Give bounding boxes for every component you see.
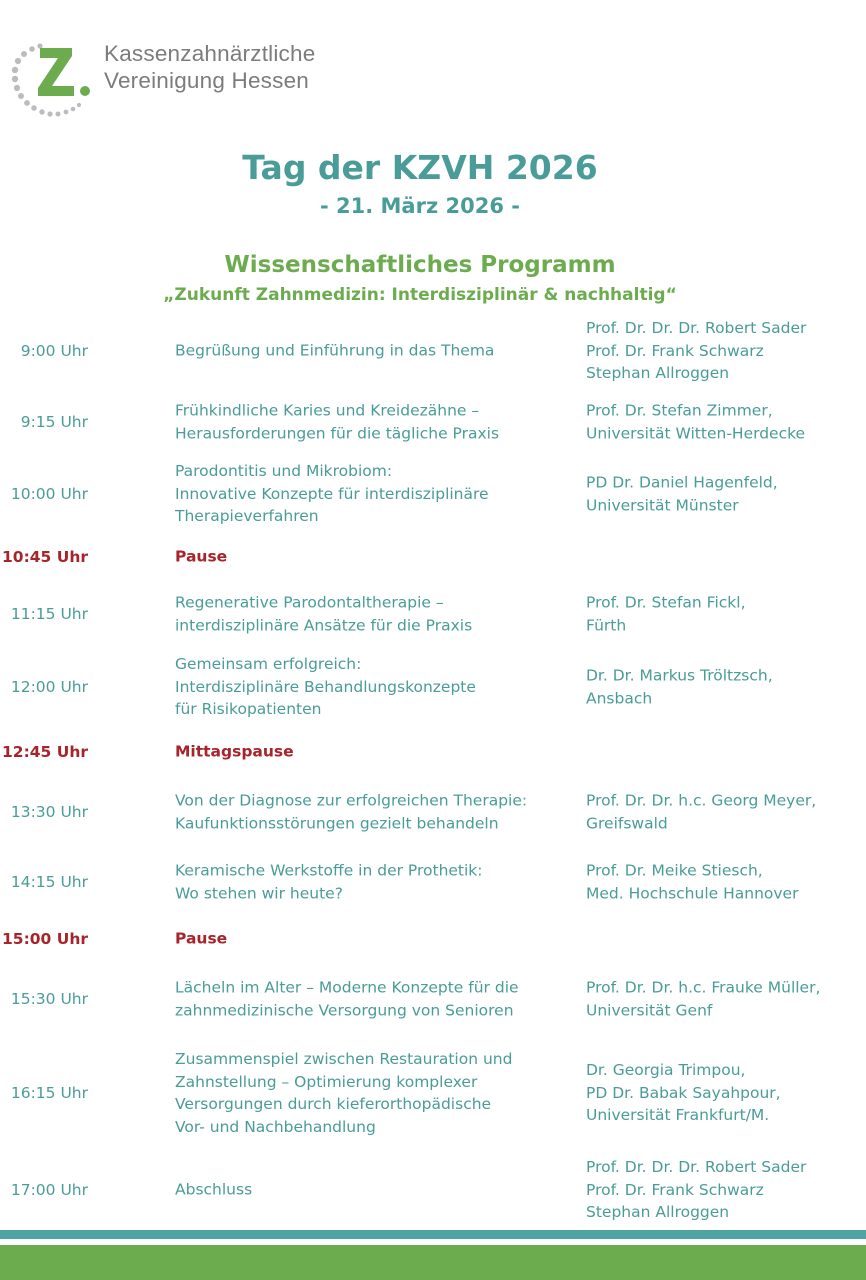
schedule-speaker: [586, 665, 861, 710]
schedule-speaker-line: Fürth: [586, 616, 627, 634]
schedule-topic-line: Innovative Konzepte für interdisziplinäre: [175, 484, 489, 503]
schedule-topic-line: Regenerative Parodontaltherapie –: [175, 593, 444, 612]
schedule-speaker-line: Universität Genf: [586, 1001, 713, 1019]
schedule-speaker: [586, 317, 861, 385]
schedule-break-row: [0, 928, 866, 951]
program-title: Wissenschaftliches Programm: [224, 252, 616, 278]
schedule-speaker-line: Med. Hochschule Hannover: [586, 884, 799, 902]
schedule-speaker-line: Prof. Dr. Frank Schwarz: [586, 341, 764, 360]
schedule-topic-line: Pause: [175, 547, 228, 566]
schedule-topic-line: Von der Diagnose zur erfolgreichen Therapie:: [175, 791, 528, 810]
schedule-time: 15:00 Uhr: [2, 929, 88, 948]
org-line-2: Vereinigung Hessen: [104, 68, 309, 93]
schedule-speaker-line: Stephan Allroggen: [586, 364, 730, 383]
program-motto: „Zukunft Zahnmedizin: Interdisziplinär & nachhaltig“: [163, 285, 677, 305]
schedule-break-row: [0, 546, 866, 569]
schedule-speaker-line: Stephan Allroggen: [586, 1203, 730, 1222]
org-line-1: Kassenzahnärztliche: [104, 41, 316, 66]
schedule-speaker-line: Universität Frankfurt/M.: [586, 1106, 770, 1125]
schedule-topic-line: interdisziplinäre Ansätze für die Praxis: [175, 616, 473, 634]
kzvh-z-logo-icon: [10, 40, 100, 122]
schedule-topic-line: Begrüßung und Einführung in das Thema: [175, 341, 495, 360]
schedule-topic: [175, 653, 570, 721]
organization-name: [104, 40, 315, 94]
schedule-speaker-line: Prof. Dr. Dr. h.c. Georg Meyer,: [586, 791, 817, 810]
schedule-time: 14:15 Uhr: [10, 872, 88, 891]
schedule-speaker: [586, 790, 861, 835]
schedule-speaker-line: Ansbach: [586, 689, 653, 707]
schedule-speaker-line: Prof. Dr. Frank Schwarz: [586, 1180, 764, 1199]
schedule-time: 10:45 Uhr: [2, 547, 88, 566]
schedule-row: [0, 462, 866, 526]
schedule-speaker-line: Dr. Georgia Trimpou,: [586, 1061, 746, 1080]
schedule-row: [0, 401, 866, 442]
schedule-topic-line: zahnmedizinische Versorgung von Senioren: [175, 1001, 514, 1019]
schedule-time: 12:45 Uhr: [2, 742, 88, 761]
schedule-topic: [175, 790, 570, 835]
schedule-time: 13:30 Uhr: [10, 802, 88, 821]
schedule-speaker-line: Prof. Dr. Stefan Zimmer,: [586, 401, 773, 420]
schedule-speaker: [586, 1059, 861, 1127]
schedule-topic-line: Lächeln im Alter – Moderne Konzepte für die: [175, 978, 519, 997]
schedule-speaker: [586, 977, 861, 1022]
schedule-speaker: [586, 860, 861, 905]
schedule-topic: [175, 741, 570, 764]
schedule-topic: [175, 1048, 570, 1138]
schedule-speaker: [586, 472, 861, 517]
schedule-time: 15:30 Uhr: [10, 989, 88, 1008]
schedule-topic-line: Interdisziplinäre Behandlungskonzepte: [175, 677, 476, 696]
schedule-speaker-line: Dr. Dr. Markus Tröltzsch,: [586, 666, 773, 685]
schedule-topic-line: Versorgungen durch kieferorthopädische: [175, 1095, 492, 1113]
schedule-topic: [175, 592, 570, 637]
kzvh-logo: [10, 40, 100, 122]
schedule-speaker-line: PD Dr. Daniel Hagenfeld,: [586, 473, 778, 492]
schedule-speaker: [586, 400, 861, 445]
schedule-topic-line: Vor- und Nachbehandlung: [175, 1117, 376, 1136]
footer-stripe-teal: [0, 1230, 866, 1239]
schedule-row: [0, 1050, 866, 1136]
schedule-speaker: [586, 592, 861, 637]
schedule-time: 9:00 Uhr: [20, 341, 88, 360]
schedule-topic: [175, 460, 570, 528]
schedule-speaker: [586, 1156, 861, 1224]
schedule-row: [0, 978, 866, 1019]
schedule-topic-line: Mittagspause: [175, 742, 294, 761]
schedule-break-row: [0, 741, 866, 764]
schedule-speaker-line: Universität Münster: [586, 496, 739, 514]
schedule-topic: [175, 1179, 570, 1202]
schedule-row: [0, 655, 866, 719]
schedule-time: 11:15 Uhr: [10, 604, 88, 623]
schedule-row: [0, 791, 866, 832]
schedule-topic-line: Parodontitis und Mikrobiom:: [175, 462, 393, 481]
schedule-topic-line: für Risikopatienten: [175, 700, 322, 719]
schedule-topic-line: Abschluss: [175, 1180, 253, 1199]
schedule-row: [0, 319, 866, 383]
footer-stripe-green: [0, 1245, 866, 1280]
schedule-speaker-line: Prof. Dr. Dr. h.c. Frauke Müller,: [586, 978, 821, 997]
schedule-row: [0, 593, 866, 634]
schedule-topic-line: Pause: [175, 929, 228, 948]
schedule-topic: [175, 860, 570, 905]
schedule-topic-line: Frühkindliche Karies und Kreidezähne –: [175, 401, 480, 420]
schedule-time: 12:00 Uhr: [10, 677, 88, 696]
schedule-row: [0, 861, 866, 902]
schedule-row: [0, 1158, 866, 1222]
event-date: - 21. März 2026 -: [320, 194, 520, 218]
schedule-topic: [175, 977, 570, 1022]
schedule-speaker-line: Prof. Dr. Dr. Dr. Robert Sader: [586, 319, 807, 338]
schedule-speaker-line: Prof. Dr. Dr. Dr. Robert Sader: [586, 1158, 807, 1177]
schedule-speaker-line: PD Dr. Babak Sayahpour,: [586, 1083, 781, 1102]
schedule-time: 10:00 Uhr: [10, 484, 88, 503]
schedule-topic: [175, 546, 570, 569]
schedule-topic-line: Zahnstellung – Optimierung komplexer: [175, 1072, 478, 1091]
schedule-time: 16:15 Uhr: [10, 1083, 88, 1102]
schedule-topic: [175, 928, 570, 951]
schedule-time: 17:00 Uhr: [10, 1180, 88, 1199]
schedule-topic: [175, 340, 570, 363]
schedule-topic-line: Keramische Werkstoffe in der Prothetik:: [175, 861, 483, 880]
schedule-speaker-line: Prof. Dr. Meike Stiesch,: [586, 861, 763, 880]
schedule-topic-line: Kaufunktionsstörungen gezielt behandeln: [175, 814, 499, 832]
schedule-topic-line: Zusammenspiel zwischen Restauration und: [175, 1050, 513, 1068]
schedule-topic-line: Herausforderungen für die tägliche Praxis: [175, 424, 500, 442]
schedule-time: 9:15 Uhr: [20, 412, 88, 431]
schedule-speaker-line: Prof. Dr. Stefan Fickl,: [586, 593, 746, 612]
schedule-speaker-line: Greifswald: [586, 814, 668, 832]
schedule-topic: [175, 400, 570, 445]
schedule-topic-line: Gemeinsam erfolgreich:: [175, 655, 362, 674]
schedule-topic-line: Wo stehen wir heute?: [175, 884, 343, 902]
event-title: Tag der KZVH 2026: [242, 148, 598, 187]
schedule-topic-line: Therapieverfahren: [175, 507, 319, 526]
schedule-speaker-line: Universität Witten-Herdecke: [586, 424, 806, 442]
